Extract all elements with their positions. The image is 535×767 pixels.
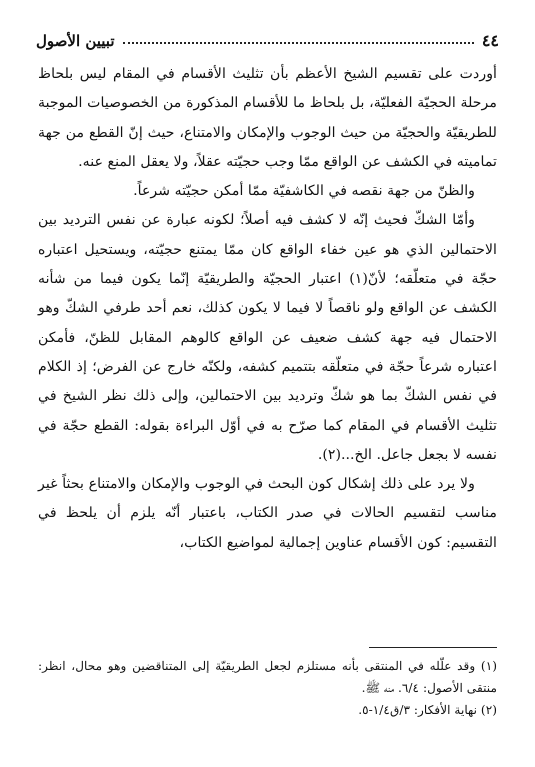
footnotes [38, 655, 497, 721]
footnote-separator [369, 647, 497, 648]
paragraph: والظنّ من جهة نقصه في الكاشفيّة ممّا أمكن حجيّته شرعاً. [133, 183, 475, 200]
page-header [36, 22, 499, 50]
paragraph: أوردت على تقسيم الشيخ الأعظم بأن تثليث الأقسام في المقام ليس بلحاظ مرحلة الحجيّة الفعليّة، بل بلحاظ ما للأقسام المذكورة من الخصوصيات الموجبة للطريقيّة والحجيّة من حيث الوجوب والإمكان والامتناع، حيث إنّ القطع من جهة تماميته في الكشف عن الواقع ممّا وجب حجيّته عقلاً، ولا يعقل المنع عنه. [38, 66, 497, 170]
header-dotted-leader [123, 42, 474, 44]
paragraph: ولا يرد على ذلك إشكال كون البحث في الوجوب والإمكان والامتناع بحثاً غير مناسب لتقسيم الحالات في صدر الكتاب، باعتبار أنّه يلزم أن يلحظ في التقسيم: كون الأقسام عناوين إجمالية لمواضيع الكتاب، [38, 476, 497, 551]
main-text [38, 60, 497, 558]
page-number: ٤٤ [481, 31, 499, 50]
running-title: تبيين الأصول [36, 32, 115, 50]
footnote: (٢) نهاية الأفكار: ٣/ق١/٤-٥. [358, 703, 497, 717]
paragraph: وأمّا الشكّ فحيث إنّه لا كشف فيه أصلاً؛ لكونه عبارة عن نفس الترديد بين الاحتمالين الذي هو عين خفاء الواقع كان ممّا يمتنع حجيّته، ويستحيل اعتباره حجّة في متعلّقه؛ لأنّ(١) اعتبار الحجيّة والطريقيّة إنّما يكون فيما من شأنه الكشف عن الواقع ولو ناقصاً لا فيما لا يكون كذلك، نعم أحد طرفي الشكّ وهو الاحتمال فيه جهة كشف ضعيف عن الواقع كالوهم المقابل للظنّ، فأمكن اعتباره شرعاً حجّة في متعلّقه بتتميم كشفه، ولكنّه خارج عن الفرض؛ إذ الكلام في نفس الشكّ بما هو شكّ وترديد بين الاحتمالين، وإلى ذلك نظر الشيخ في تثليث الأقسام في المقام كما صرّح به في أوّل البراءة بقوله: القطع حجّة في نفسه لا بجعل جاعل. الخ...(٢). [38, 212, 497, 463]
footnote: (١) وقد علّله في المنتقى بأنه مستلزم لجعل الطريقيّة إلى المتناقضين وهو محال، انظر: منتقى الأصول: ٦/٤. منه ﷺ. [38, 659, 497, 695]
